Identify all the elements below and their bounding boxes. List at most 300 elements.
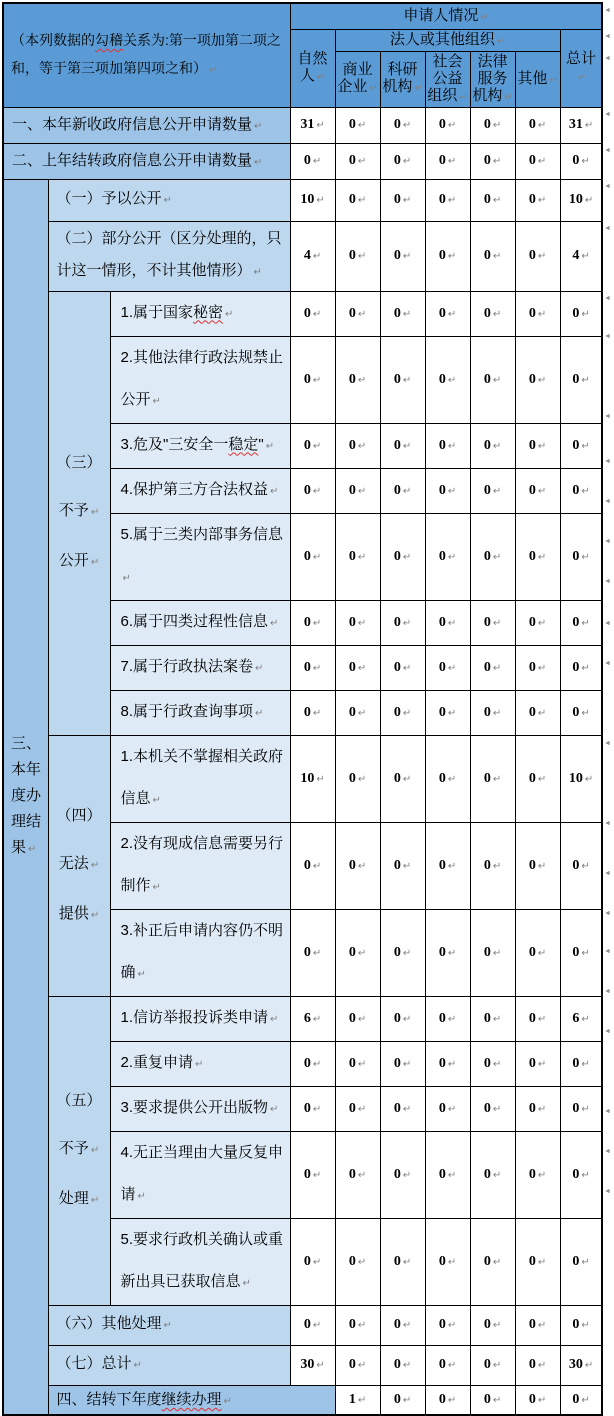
value-cell — [560, 513, 602, 600]
value-text: 0 — [528, 117, 536, 132]
value-cell — [515, 1305, 560, 1345]
value-cell — [470, 822, 515, 909]
row-end-marker: ◄ — [604, 1028, 611, 1035]
pilcrow-mark: ↵ — [447, 374, 457, 386]
value-cell — [470, 179, 515, 221]
pilcrow-mark: ↵ — [402, 1058, 412, 1070]
value-text: 0 — [348, 857, 356, 873]
value-cell — [560, 735, 602, 822]
header-org-col-label: 社会公益组织 — [427, 52, 463, 104]
value-text: 0 — [348, 153, 356, 168]
value-cell — [380, 1086, 425, 1131]
pilcrow-mark: ↵ — [447, 1103, 457, 1115]
value-cell — [335, 179, 380, 221]
row-end-marker: ◄ — [604, 498, 611, 505]
pilcrow-mark: ↵ — [537, 551, 547, 563]
value-cell — [335, 996, 380, 1041]
value-text: 0 — [483, 117, 491, 132]
pilcrow-mark: ↵ — [402, 251, 412, 262]
value-cell — [335, 1385, 380, 1415]
row-end-marker: ◄ — [604, 147, 611, 154]
pilcrow-mark: ↵ — [537, 195, 547, 206]
value-cell — [425, 1218, 470, 1305]
value-cell — [380, 107, 425, 143]
value-cell — [515, 336, 560, 423]
value-cell — [380, 822, 425, 909]
value-text: 0 — [572, 1166, 580, 1182]
row-label — [48, 1385, 335, 1415]
row-label — [3, 143, 290, 179]
pilcrow-mark: ↵ — [447, 947, 457, 959]
row-end-marker: ◄ — [604, 578, 611, 585]
value-cell — [470, 1086, 515, 1131]
pilcrow-mark: ↵ — [312, 308, 322, 320]
value-cell — [470, 221, 515, 291]
pilcrow-mark: ↵ — [447, 156, 457, 167]
value-text: 0 — [528, 1100, 536, 1116]
value-text: 0 — [572, 704, 580, 720]
pilcrow-mark: ↵ — [447, 485, 457, 497]
row-end-marker: ◄ — [604, 33, 611, 40]
pilcrow-mark: ↵ — [492, 662, 502, 674]
value-text: 0 — [483, 305, 491, 321]
value-text: 0 — [303, 659, 311, 675]
pilcrow-mark: ↵ — [402, 551, 412, 563]
value-text: 0 — [438, 117, 446, 132]
value-cell — [425, 735, 470, 822]
row-end-marker: ◄ — [604, 948, 611, 955]
pilcrow-mark: ↵ — [447, 773, 457, 785]
pilcrow-mark: ↵ — [492, 1256, 502, 1268]
value-text: 0 — [303, 482, 311, 498]
value-text: 0 — [572, 437, 580, 453]
value-text: 0 — [438, 153, 446, 168]
pilcrow-mark: ↵ — [312, 156, 322, 167]
header-org-col-label: 其他 — [517, 69, 548, 87]
header-org-col-4 — [515, 51, 560, 107]
pilcrow-mark: ↵ — [402, 947, 412, 959]
table-row — [3, 107, 602, 143]
pilcrow-mark: ↵ — [357, 308, 367, 320]
value-text: 0 — [348, 1166, 356, 1182]
value-cell — [560, 690, 602, 735]
value-text: 0 — [483, 770, 491, 786]
pilcrow-mark: ↵ — [402, 707, 412, 719]
value-text: 0 — [483, 704, 491, 720]
value-text: 0 — [528, 248, 536, 263]
pilcrow-mark: ↵ — [357, 1058, 367, 1070]
pilcrow-mark: ↵ — [447, 308, 457, 320]
value-text: 0 — [393, 153, 401, 168]
pilcrow-mark: ↵ — [584, 195, 594, 206]
pilcrow-mark: ↵ — [357, 374, 367, 386]
pilcrow-mark: ↵ — [584, 773, 594, 785]
value-cell — [290, 996, 335, 1041]
value-cell — [290, 600, 335, 645]
value-text: 0 — [528, 1253, 536, 1269]
value-cell — [470, 909, 515, 996]
value-cell — [290, 221, 335, 291]
value-cell — [425, 1086, 470, 1131]
value-text: 0 — [303, 1317, 311, 1332]
pilcrow-mark: ↵ — [447, 120, 457, 131]
pilcrow-mark: ↵ — [402, 1169, 412, 1181]
value-cell — [425, 1041, 470, 1086]
value-text: 6 — [303, 1010, 311, 1026]
value-cell — [290, 909, 335, 996]
row-label — [110, 291, 290, 336]
pilcrow-mark: ↵ — [402, 308, 412, 320]
pilcrow-mark: ↵ — [480, 11, 489, 23]
pilcrow-mark: ↵ — [537, 947, 547, 959]
pilcrow-mark: ↵ — [312, 617, 322, 629]
value-cell — [470, 996, 515, 1041]
value-cell — [515, 179, 560, 221]
row-label-text: （二）部分公开（区分处理的，只计这一情形，不计其他情形） — [56, 230, 282, 279]
pilcrow-mark: ↵ — [195, 1058, 204, 1070]
pilcrow-mark: ↵ — [357, 485, 367, 497]
table-note-text: （本列数据的勾稽关系为:第一项加第二项之和，等于第三项加第四项之和） — [11, 31, 281, 76]
value-text: 0 — [348, 548, 356, 564]
value-cell — [560, 291, 602, 336]
pilcrow-mark: ↵ — [492, 1013, 502, 1025]
value-cell — [290, 179, 335, 221]
pilcrow-mark: ↵ — [581, 1320, 590, 1331]
value-text: 1 — [348, 1391, 356, 1407]
value-text: 0 — [483, 437, 491, 453]
value-text: 0 — [483, 857, 491, 873]
value-text: 0 — [438, 770, 446, 786]
value-text: 0 — [303, 437, 311, 453]
value-cell — [290, 1305, 335, 1345]
value-text: 0 — [528, 659, 536, 675]
value-text: 0 — [483, 153, 491, 168]
value-text: 0 — [393, 1100, 401, 1116]
pilcrow-mark: ↵ — [537, 1169, 547, 1181]
value-text: 0 — [348, 371, 356, 387]
value-text: 0 — [528, 305, 536, 321]
pilcrow-mark: ↵ — [537, 374, 547, 386]
row-label-text: （一）予以公开 — [56, 190, 162, 207]
header-legal-or-other-org — [335, 29, 560, 51]
value-text: 0 — [572, 857, 580, 873]
value-cell — [515, 291, 560, 336]
value-text: 0 — [393, 857, 401, 873]
table-row — [3, 996, 602, 1041]
value-text: 0 — [348, 437, 356, 453]
row-label-text: （六）其他处理 — [56, 1315, 162, 1332]
pilcrow-mark: ↵ — [357, 947, 367, 959]
value-text: 0 — [438, 371, 446, 387]
row-end-marker: ◄ — [604, 740, 611, 747]
header-total-label: 总计 — [566, 50, 597, 67]
pilcrow-mark: ↵ — [584, 1360, 594, 1371]
row-label — [110, 600, 290, 645]
value-cell — [290, 822, 335, 909]
value-text: 0 — [438, 1055, 446, 1071]
value-cell — [335, 1131, 380, 1218]
pilcrow-mark: ↵ — [312, 707, 322, 719]
value-text: 0 — [528, 1010, 536, 1026]
header-row-1 — [3, 3, 602, 29]
row-label — [110, 1131, 290, 1218]
row-label — [110, 513, 290, 600]
value-cell — [470, 690, 515, 735]
value-cell — [470, 1345, 515, 1385]
value-text: 0 — [303, 153, 311, 168]
row-end-marker: ◄ — [604, 910, 611, 917]
pilcrow-mark: ↵ — [581, 1058, 590, 1070]
pilcrow-mark: ↵ — [90, 507, 100, 518]
pilcrow-mark: ↵ — [537, 773, 547, 785]
value-cell — [335, 291, 380, 336]
pilcrow-mark: ↵ — [357, 1256, 367, 1268]
value-text: 0 — [483, 659, 491, 675]
table-row — [3, 143, 602, 179]
pilcrow-mark: ↵ — [459, 91, 468, 103]
row-label-text: 6.属于四类过程性信息 — [120, 612, 269, 630]
value-cell — [560, 423, 602, 468]
value-cell — [335, 735, 380, 822]
value-cell — [515, 1131, 560, 1218]
value-cell — [515, 645, 560, 690]
pilcrow-mark: ↵ — [581, 251, 590, 262]
value-text: 0 — [528, 857, 536, 873]
value-text: 0 — [393, 117, 401, 132]
value-cell — [470, 645, 515, 690]
value-text: 10 — [300, 192, 315, 207]
value-text: 0 — [528, 192, 536, 207]
row-end-marker: ◄ — [604, 660, 611, 667]
value-cell — [290, 107, 335, 143]
value-text: 0 — [438, 482, 446, 498]
value-text: 0 — [348, 482, 356, 498]
pilcrow-mark: ↵ — [254, 121, 263, 132]
pilcrow-mark: ↵ — [270, 1013, 279, 1025]
value-text: 0 — [348, 192, 356, 207]
value-text: 0 — [393, 1010, 401, 1026]
pilcrow-mark: ↵ — [492, 251, 502, 262]
row-label — [48, 221, 290, 291]
value-cell — [380, 690, 425, 735]
pilcrow-mark: ↵ — [90, 1144, 100, 1156]
row-label-text: 1.属于国家秘密 — [120, 303, 224, 321]
row-end-marker: ◄ — [604, 1148, 611, 1155]
value-text: 0 — [483, 192, 491, 207]
pilcrow-mark: ↵ — [357, 440, 367, 452]
value-text: 0 — [483, 482, 491, 498]
subgroup-label-line: 提供 — [58, 904, 89, 922]
value-cell — [470, 107, 515, 143]
pilcrow-mark: ↵ — [357, 662, 367, 674]
pilcrow-mark: ↵ — [402, 374, 412, 386]
value-text: 0 — [303, 1253, 311, 1269]
value-cell — [470, 1218, 515, 1305]
row-end-marker: ◄ — [604, 225, 611, 232]
value-text: 0 — [393, 371, 401, 387]
value-cell — [425, 336, 470, 423]
value-cell — [425, 1385, 470, 1415]
pilcrow-mark: ↵ — [447, 551, 457, 563]
value-text: 0 — [572, 482, 580, 498]
value-cell — [335, 336, 380, 423]
pilcrow-mark: ↵ — [402, 1256, 412, 1268]
pilcrow-mark: ↵ — [581, 1013, 590, 1025]
pilcrow-mark: ↵ — [90, 1194, 100, 1206]
pilcrow-mark: ↵ — [581, 551, 590, 563]
pilcrow-mark: ↵ — [581, 440, 590, 452]
pilcrow-mark: ↵ — [492, 773, 502, 785]
pilcrow-mark: ↵ — [447, 1256, 457, 1268]
value-cell — [335, 1305, 380, 1345]
pilcrow-mark: ↵ — [163, 1320, 172, 1331]
value-text: 0 — [393, 1166, 401, 1182]
pilcrow-mark: ↵ — [137, 1190, 146, 1202]
header-natural-person — [290, 29, 335, 107]
pilcrow-mark: ↵ — [312, 251, 322, 262]
value-cell — [560, 1345, 602, 1385]
value-text: 0 — [438, 437, 446, 453]
value-cell — [425, 179, 470, 221]
row-label — [110, 1218, 290, 1305]
pilcrow-mark: ↵ — [492, 1169, 502, 1181]
value-cell — [560, 645, 602, 690]
pilcrow-mark: ↵ — [312, 1320, 322, 1331]
value-cell — [335, 468, 380, 513]
pilcrow-mark: ↵ — [357, 1320, 367, 1331]
row-label — [110, 1086, 290, 1131]
value-text: 0 — [572, 659, 580, 675]
value-text: 10 — [300, 770, 315, 786]
value-cell — [560, 143, 602, 179]
value-text: 0 — [483, 1391, 491, 1407]
pilcrow-mark: ↵ — [357, 1013, 367, 1025]
row-label — [110, 336, 290, 423]
row-label-text: 2.重复申请 — [120, 1053, 194, 1071]
value-cell — [425, 1345, 470, 1385]
value-text: 0 — [438, 548, 446, 564]
value-text: 10 — [568, 192, 583, 207]
table-row — [3, 1345, 602, 1385]
value-cell — [380, 513, 425, 600]
row-end-marker: ◄ — [604, 870, 611, 877]
table-row — [3, 291, 602, 336]
value-cell — [560, 909, 602, 996]
value-cell — [290, 1131, 335, 1218]
pilcrow-mark: ↵ — [492, 120, 502, 131]
value-text: 0 — [483, 248, 491, 263]
row-label-text: 二、上年结转政府信息公开申请数量 — [12, 152, 253, 169]
pilcrow-mark: ↵ — [402, 1013, 412, 1025]
value-cell — [515, 1218, 560, 1305]
pilcrow-mark: ↵ — [581, 860, 590, 872]
value-text: 0 — [483, 371, 491, 387]
pilcrow-mark: ↵ — [270, 617, 279, 629]
value-cell — [380, 179, 425, 221]
row-end-marker: ◄ — [604, 413, 611, 420]
value-cell — [515, 423, 560, 468]
row-label — [110, 423, 290, 468]
value-text: 0 — [483, 944, 491, 960]
pilcrow-mark: ↵ — [492, 551, 502, 563]
pilcrow-mark: ↵ — [537, 860, 547, 872]
pilcrow-mark: ↵ — [492, 707, 502, 719]
pilcrow-mark: ↵ — [537, 440, 547, 452]
value-text: 0 — [528, 704, 536, 720]
value-text: 0 — [528, 614, 536, 630]
value-cell — [470, 735, 515, 822]
value-cell — [515, 1345, 560, 1385]
pilcrow-mark: ↵ — [447, 440, 457, 452]
value-text: 30 — [300, 1357, 315, 1372]
pilcrow-mark: ↵ — [265, 440, 275, 452]
header-org-col-2 — [425, 51, 470, 107]
value-text: 0 — [572, 548, 580, 564]
row-label-text: 5.属于三类内部事务信息 — [120, 525, 284, 543]
table-note-cell — [3, 3, 290, 107]
value-cell — [515, 1385, 560, 1415]
value-cell — [470, 468, 515, 513]
value-text: 0 — [528, 1357, 536, 1372]
row-label-text: 四、结转下年度继续办理 — [56, 1390, 222, 1408]
pilcrow-mark: ↵ — [312, 485, 322, 497]
row-label-text: 一、本年新收政府信息公开申请数量 — [12, 116, 253, 133]
value-text: 0 — [483, 1166, 491, 1182]
pilcrow-mark: ↵ — [312, 440, 322, 452]
value-cell — [560, 179, 602, 221]
value-cell — [380, 1218, 425, 1305]
pilcrow-mark: ↵ — [152, 881, 161, 893]
pilcrow-mark: ↵ — [357, 156, 367, 167]
value-text: 0 — [348, 1317, 356, 1332]
value-text: 0 — [572, 1317, 580, 1332]
row-end-marker: ◄ — [604, 458, 611, 465]
value-text: 0 — [572, 944, 580, 960]
value-text: 0 — [438, 704, 446, 720]
pilcrow-mark: ↵ — [90, 557, 100, 568]
pilcrow-mark: ↵ — [163, 195, 172, 206]
value-text: 0 — [348, 117, 356, 132]
pilcrow-mark: ↵ — [357, 551, 367, 563]
pilcrow-mark: ↵ — [447, 1013, 457, 1025]
value-text: 0 — [438, 614, 446, 630]
pilcrow-mark: ↵ — [223, 1395, 232, 1407]
value-cell — [470, 1041, 515, 1086]
value-text: 0 — [438, 192, 446, 207]
value-cell — [290, 1345, 335, 1385]
pilcrow-mark: ↵ — [402, 1394, 412, 1406]
pilcrow-mark: ↵ — [316, 72, 326, 83]
header-natural-person-label: 自然人 — [297, 50, 328, 84]
pilcrow-mark: ↵ — [447, 707, 457, 719]
value-cell — [290, 423, 335, 468]
value-cell — [470, 513, 515, 600]
row-end-marker: ◄ — [604, 295, 611, 302]
pilcrow-mark: ↵ — [357, 1169, 367, 1181]
subgroup-label — [48, 291, 110, 735]
gov-info-disclosure-table — [2, 2, 603, 1416]
header-org-col-3 — [470, 51, 515, 107]
value-cell — [380, 996, 425, 1041]
value-text: 0 — [393, 704, 401, 720]
table-row — [3, 735, 602, 822]
row-end-marker: ◄ — [604, 1108, 611, 1115]
row-label-text: 2.没有现成信息需要另行制作 — [120, 834, 284, 894]
pilcrow-mark: ↵ — [152, 395, 161, 407]
value-text: 0 — [528, 1166, 536, 1182]
pilcrow-mark: ↵ — [584, 120, 594, 131]
pilcrow-mark: ↵ — [581, 156, 590, 167]
